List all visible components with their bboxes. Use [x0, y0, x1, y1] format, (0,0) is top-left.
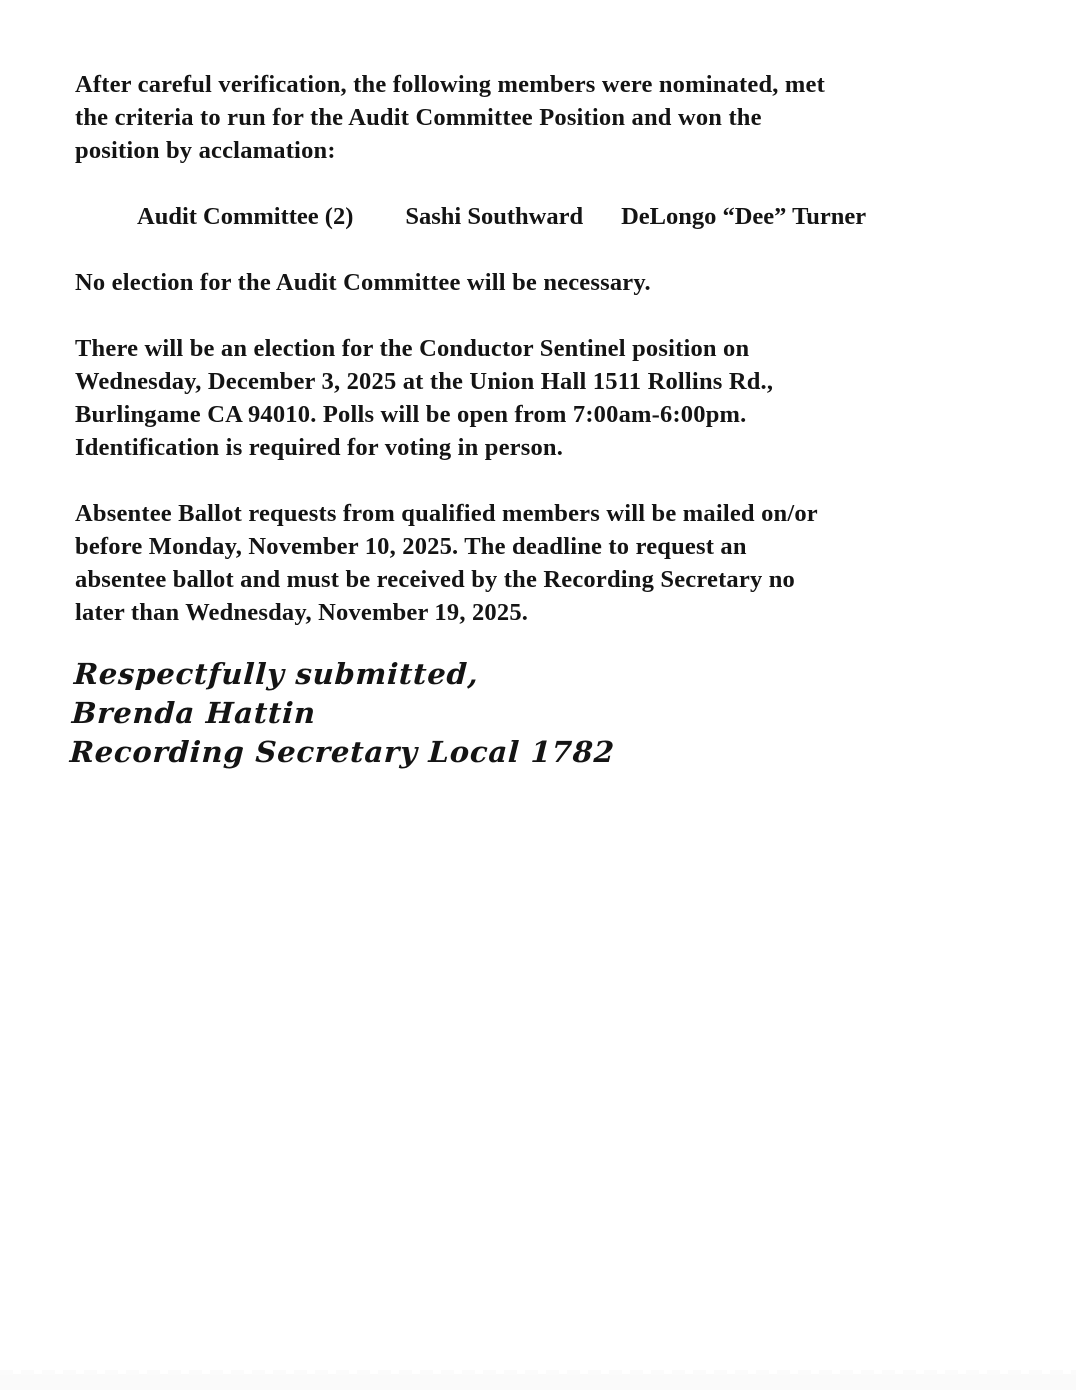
intro-line-3: position by acclamation:: [75, 137, 336, 164]
committee-nominee-2: DeLongo “Dee” Turner: [621, 203, 867, 230]
signature-closing: Respectfully submitted,: [73, 657, 480, 691]
signature-title: Recording Secretary Local 1782: [69, 735, 616, 769]
intro-line-1: After careful verification, the following members were nominated, met: [75, 71, 825, 98]
no-election-statement: [75, 266, 1006, 299]
absentee-line-2: before Monday, November 10, 2025. The deadline to request an: [75, 533, 747, 560]
absentee-line-4: later than Wednesday, November 19, 2025.: [75, 599, 529, 626]
committee-nominee-1: Sashi Southward: [405, 203, 584, 230]
committee-position-label: Audit Committee (2): [137, 203, 354, 230]
election-line-1: There will be an election for the Conductor Sentinel position on: [75, 335, 750, 362]
election-line-4: Identification is required for voting in person.: [75, 434, 564, 461]
absentee-line-1: Absentee Ballot requests from qualified members will be mailed on/or: [75, 500, 818, 527]
absentee-ballot-paragraph: [75, 497, 1006, 629]
no-election-line: No election for the Audit Committee will be necessary.: [75, 269, 651, 296]
next-page-edge: [0, 1374, 1076, 1390]
signature-block: [69, 655, 1006, 772]
absentee-line-3: absentee ballot and must be received by the Recording Secretary no: [75, 566, 796, 593]
election-line-2: Wednesday, December 3, 2025 at the Union Hall 1511 Rollins Rd.,: [75, 368, 774, 395]
intro-paragraph: [75, 68, 1006, 167]
election-details-paragraph: [75, 332, 1006, 464]
election-line-3: Burlingame CA 94010. Polls will be open from 7:00am-6:00pm.: [75, 401, 747, 428]
intro-line-2: the criteria to run for the Audit Committee Position and won the: [75, 104, 762, 131]
committee-result-row: [137, 200, 1006, 233]
signature-name: Brenda Hattin: [71, 696, 317, 730]
